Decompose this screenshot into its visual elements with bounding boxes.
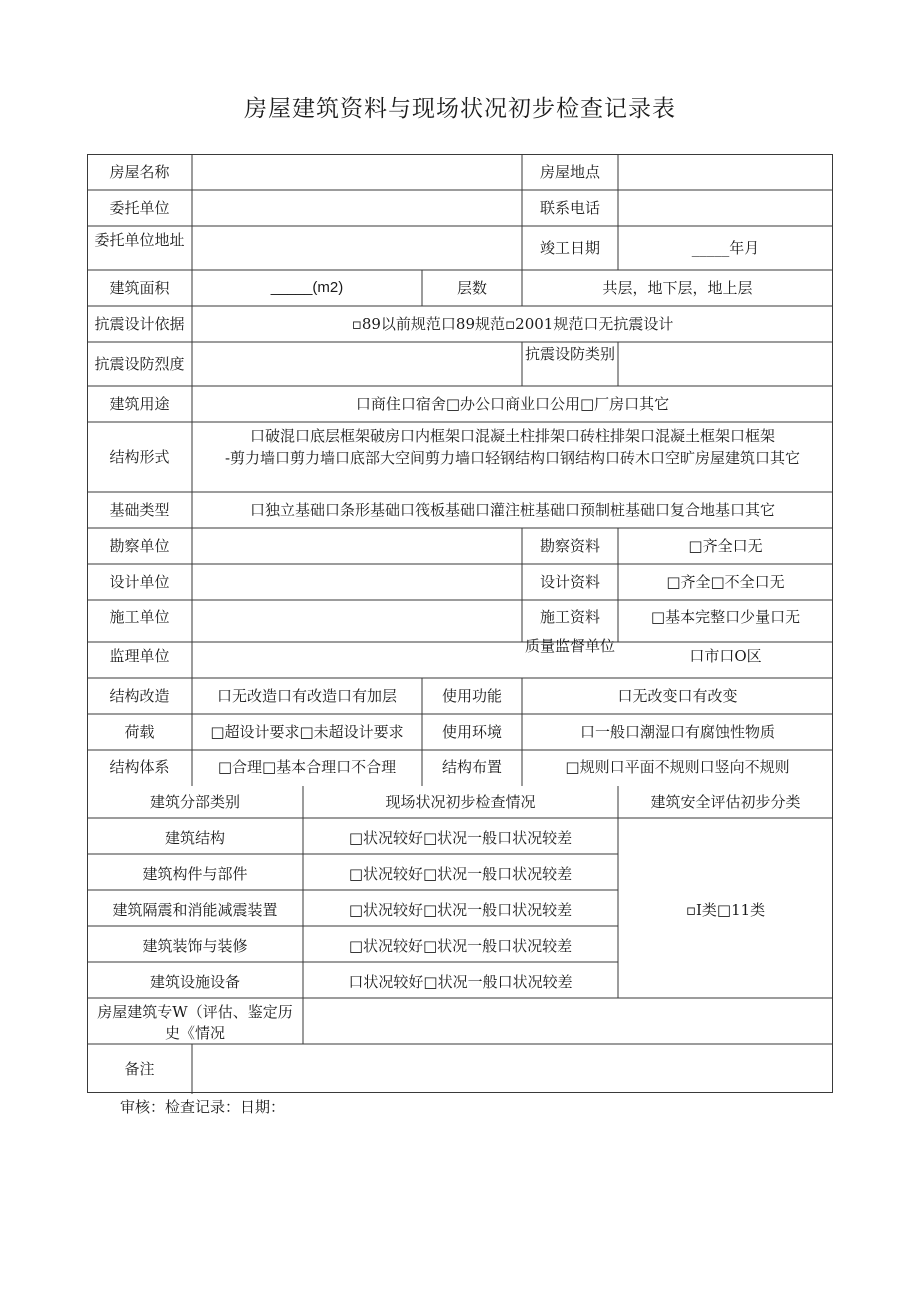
label-house-location: 房屋地点 (539, 163, 600, 181)
value-floors: 共层，地下层，地上层 (602, 279, 753, 297)
label-house-name: 房屋名称 (109, 163, 170, 181)
label-completion-date: 竣工日期 (539, 239, 600, 257)
label-seismic-intensity: 抗震设防烈度 (94, 355, 185, 373)
label-load: 荷载 (124, 723, 155, 741)
label-construction-unit: 施工单位 (109, 608, 170, 626)
label-phone: 联系电话 (539, 199, 600, 217)
value-building-area: _____(m2) (270, 279, 344, 296)
inspection-status: □状况较好□状况一般口状况较差 (348, 829, 573, 847)
label-survey-data: 勘察资料 (539, 537, 600, 555)
label-foundation-type: 基础类型 (109, 501, 170, 519)
inspection-category: 建筑隔震和消能减震装置 (112, 901, 278, 919)
form-title: 房屋建筑资料与现场状况初步检查记录表 (244, 96, 676, 122)
footer-signatures: 审核：检查记录：日期： (120, 1098, 286, 1116)
label-structure-form: 结构形式 (109, 448, 170, 466)
inspection-category: 建筑结构 (164, 829, 225, 847)
label-design-unit: 设计单位 (109, 573, 170, 591)
inspection-status: 口状况较好□状况一般口状况较差 (348, 973, 573, 991)
label-building-usage: 建筑用途 (109, 395, 170, 413)
safety-classification: ▫I类□11类 (685, 901, 766, 919)
header-inspection: 现场状况初步检查情况 (385, 793, 536, 811)
label-design-data: 设计资料 (539, 573, 600, 591)
label-history-line2: 史《情况 (164, 1024, 225, 1042)
label-building-area: 建筑面积 (109, 279, 170, 297)
label-structural-layout: 结构布置 (441, 758, 502, 776)
inspection-status: □状况较好□状况一般口状况较差 (348, 937, 573, 955)
value-structural-layout: □规则口平面不规则口竖向不规则 (565, 758, 790, 776)
value-construction-data: □基本完整口少量口无 (650, 608, 801, 626)
value-structure-alteration: 口无改造口有改造口有加层 (216, 687, 397, 705)
value-building-usage: 口商住口宿舍□办公口商业口公用□厂房口其它 (355, 395, 670, 413)
label-seismic-category: 抗震设防类别 (524, 345, 615, 363)
label-quality-supervision: 质量监督单位 (524, 637, 615, 655)
value-use-environment: 口一般口潮湿口有腐蚀性物质 (579, 723, 775, 741)
label-use-function: 使用功能 (441, 687, 502, 705)
label-construction-data: 施工资料 (539, 608, 600, 626)
value-quality-supervision: 口市口O区 (689, 647, 762, 665)
inspection-category: 建筑设施设备 (149, 973, 240, 991)
label-survey-unit: 勘察单位 (109, 537, 170, 555)
header-classification: 建筑安全评估初步分类 (650, 793, 801, 811)
label-seismic-basis: 抗震设计依据 (94, 315, 185, 333)
inspection-form (87, 154, 833, 1094)
label-client-address: 委托单位地址 (94, 231, 185, 249)
value-foundation-type: 口独立基础口条形基础口筏板基础口灌注桩基础口预制桩基础口复合地基口其它 (249, 501, 775, 519)
value-structure-form-line2: -剪力墙口剪力墙口底部大空间剪力墙口轻钢结构口钢结构口砖木口空旷房屋建筑口其它 (224, 449, 801, 467)
value-design-data: □齐全□不全口无 (666, 573, 785, 591)
value-survey-data: □齐全口无 (688, 537, 763, 555)
value-seismic-basis: ▫89以前规范口89规范▫2001规范口无抗震设计 (351, 315, 674, 333)
inspection-category: 建筑装饰与装修 (142, 937, 248, 955)
value-use-function: 口无改变口有改变 (617, 687, 738, 705)
inspection-status: □状况较好□状况一般口状况较差 (348, 865, 573, 883)
value-structural-system: □合理□基本合理口不合理 (217, 758, 397, 776)
label-supervision-unit: 监理单位 (109, 647, 170, 665)
inspection-status: □状况较好□状况一般口状况较差 (348, 901, 573, 919)
inspection-category: 建筑构件与部件 (142, 865, 248, 883)
value-structure-form-line1: 口破混口底层框架破房口内框架口混凝土柱排架口砖柱排架口混凝土框架口框架 (249, 427, 775, 445)
label-structure-alteration: 结构改造 (109, 687, 170, 705)
label-structural-system: 结构体系 (109, 758, 170, 776)
label-remarks: 备注 (124, 1060, 155, 1078)
label-floors: 层数 (456, 279, 487, 297)
label-use-environment: 使用环境 (441, 723, 502, 741)
label-history-line1: 房屋建筑专W（评估、鉴定历 (97, 1003, 293, 1021)
header-category: 建筑分部类别 (149, 793, 240, 811)
value-completion-date: _____年月 (691, 239, 760, 257)
value-load: □超设计要求□未超设计要求 (210, 723, 404, 741)
label-client: 委托单位 (109, 199, 170, 217)
